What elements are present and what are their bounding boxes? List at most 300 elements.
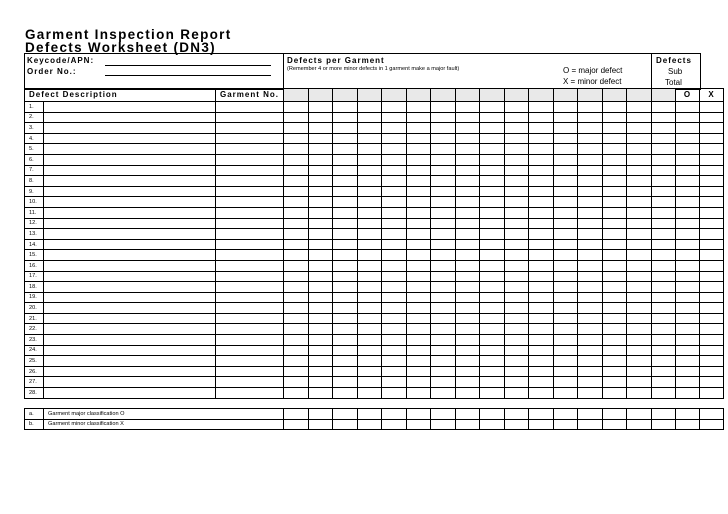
garment-defect-cell[interactable] <box>480 102 505 113</box>
garment-no-cell[interactable] <box>216 207 284 218</box>
garment-defect-cell[interactable] <box>382 377 407 388</box>
garment-defect-cell[interactable] <box>578 324 603 335</box>
classification-cell[interactable] <box>602 409 627 420</box>
garment-defect-cell[interactable] <box>651 292 676 303</box>
garment-defect-cell[interactable] <box>308 133 333 144</box>
garment-no-cell[interactable] <box>216 102 284 113</box>
garment-defect-cell[interactable] <box>406 102 431 113</box>
garment-defect-cell[interactable] <box>602 165 627 176</box>
garment-defect-cell[interactable] <box>284 123 309 134</box>
garment-defect-cell[interactable] <box>480 207 505 218</box>
garment-defect-cell[interactable] <box>504 260 529 271</box>
garment-defect-cell[interactable] <box>357 271 382 282</box>
defect-description-cell[interactable] <box>44 345 216 356</box>
garment-defect-cell[interactable] <box>382 229 407 240</box>
garment-defect-cell[interactable] <box>431 356 456 367</box>
defect-description-cell[interactable] <box>44 154 216 165</box>
major-count-cell[interactable] <box>676 218 700 229</box>
garment-defect-cell[interactable] <box>308 356 333 367</box>
minor-count-cell[interactable] <box>700 218 724 229</box>
garment-defect-cell[interactable] <box>455 250 480 261</box>
garment-defect-cell[interactable] <box>455 186 480 197</box>
classification-cell[interactable] <box>651 419 676 430</box>
garment-defect-cell[interactable] <box>284 112 309 123</box>
garment-defect-cell[interactable] <box>480 271 505 282</box>
garment-defect-cell[interactable] <box>651 239 676 250</box>
garment-defect-cell[interactable] <box>406 239 431 250</box>
garment-defect-cell[interactable] <box>455 303 480 314</box>
garment-defect-cell[interactable] <box>284 133 309 144</box>
garment-defect-cell[interactable] <box>627 282 652 293</box>
defect-description-cell[interactable] <box>44 356 216 367</box>
garment-defect-cell[interactable] <box>284 250 309 261</box>
garment-defect-cell[interactable] <box>480 377 505 388</box>
garment-defect-cell[interactable] <box>431 144 456 155</box>
garment-defect-cell[interactable] <box>333 377 358 388</box>
minor-count-cell[interactable] <box>700 186 724 197</box>
garment-defect-cell[interactable] <box>431 335 456 346</box>
garment-defect-cell[interactable] <box>308 218 333 229</box>
garment-defect-cell[interactable] <box>455 292 480 303</box>
garment-defect-cell[interactable] <box>455 260 480 271</box>
garment-no-cell[interactable] <box>216 144 284 155</box>
garment-defect-cell[interactable] <box>529 123 554 134</box>
garment-defect-cell[interactable] <box>553 197 578 208</box>
garment-defect-cell[interactable] <box>382 303 407 314</box>
garment-defect-cell[interactable] <box>651 366 676 377</box>
garment-defect-cell[interactable] <box>504 303 529 314</box>
garment-defect-cell[interactable] <box>308 324 333 335</box>
garment-defect-cell[interactable] <box>431 102 456 113</box>
major-count-cell[interactable] <box>676 388 700 399</box>
garment-no-cell[interactable] <box>216 218 284 229</box>
garment-defect-cell[interactable] <box>578 260 603 271</box>
garment-defect-cell[interactable] <box>627 239 652 250</box>
garment-defect-cell[interactable] <box>431 218 456 229</box>
minor-count-cell[interactable] <box>700 123 724 134</box>
garment-defect-cell[interactable] <box>284 335 309 346</box>
classification-cell[interactable] <box>578 419 603 430</box>
minor-count-cell[interactable] <box>700 335 724 346</box>
garment-defect-cell[interactable] <box>357 303 382 314</box>
defect-description-cell[interactable] <box>44 144 216 155</box>
garment-defect-cell[interactable] <box>455 377 480 388</box>
garment-defect-cell[interactable] <box>333 271 358 282</box>
garment-defect-cell[interactable] <box>504 112 529 123</box>
garment-defect-cell[interactable] <box>357 250 382 261</box>
garment-defect-cell[interactable] <box>455 144 480 155</box>
garment-defect-cell[interactable] <box>333 165 358 176</box>
garment-defect-cell[interactable] <box>406 207 431 218</box>
garment-defect-cell[interactable] <box>553 271 578 282</box>
garment-defect-cell[interactable] <box>284 324 309 335</box>
garment-defect-cell[interactable] <box>480 250 505 261</box>
garment-defect-cell[interactable] <box>284 271 309 282</box>
garment-defect-cell[interactable] <box>357 345 382 356</box>
garment-defect-cell[interactable] <box>578 165 603 176</box>
minor-count-cell[interactable] <box>700 197 724 208</box>
major-count-cell[interactable] <box>676 229 700 240</box>
garment-defect-cell[interactable] <box>382 366 407 377</box>
garment-defect-cell[interactable] <box>602 154 627 165</box>
garment-defect-cell[interactable] <box>627 345 652 356</box>
garment-defect-cell[interactable] <box>333 292 358 303</box>
garment-defect-cell[interactable] <box>431 229 456 240</box>
garment-defect-cell[interactable] <box>480 197 505 208</box>
defect-description-cell[interactable] <box>44 207 216 218</box>
garment-no-cell[interactable] <box>216 324 284 335</box>
garment-defect-cell[interactable] <box>627 229 652 240</box>
garment-defect-cell[interactable] <box>627 324 652 335</box>
garment-defect-cell[interactable] <box>431 112 456 123</box>
garment-defect-cell[interactable] <box>357 218 382 229</box>
garment-defect-cell[interactable] <box>357 133 382 144</box>
garment-defect-cell[interactable] <box>578 144 603 155</box>
garment-defect-cell[interactable] <box>627 271 652 282</box>
garment-defect-cell[interactable] <box>627 218 652 229</box>
garment-defect-cell[interactable] <box>455 154 480 165</box>
classification-cell[interactable] <box>333 419 358 430</box>
garment-defect-cell[interactable] <box>529 207 554 218</box>
minor-count-cell[interactable] <box>700 102 724 113</box>
garment-defect-cell[interactable] <box>602 271 627 282</box>
garment-no-cell[interactable] <box>216 154 284 165</box>
defect-description-cell[interactable] <box>44 186 216 197</box>
garment-defect-cell[interactable] <box>406 282 431 293</box>
garment-defect-cell[interactable] <box>406 335 431 346</box>
garment-defect-cell[interactable] <box>357 366 382 377</box>
garment-no-cell[interactable] <box>216 250 284 261</box>
garment-defect-cell[interactable] <box>455 324 480 335</box>
garment-defect-cell[interactable] <box>480 303 505 314</box>
garment-defect-cell[interactable] <box>553 292 578 303</box>
garment-defect-cell[interactable] <box>431 377 456 388</box>
garment-defect-cell[interactable] <box>431 250 456 261</box>
garment-defect-cell[interactable] <box>431 260 456 271</box>
garment-defect-cell[interactable] <box>406 377 431 388</box>
garment-defect-cell[interactable] <box>578 229 603 240</box>
major-count-cell[interactable] <box>676 303 700 314</box>
minor-count-cell[interactable] <box>700 165 724 176</box>
garment-defect-cell[interactable] <box>651 133 676 144</box>
garment-defect-cell[interactable] <box>602 197 627 208</box>
garment-defect-cell[interactable] <box>431 324 456 335</box>
minor-count-cell[interactable] <box>700 388 724 399</box>
defect-description-cell[interactable] <box>44 324 216 335</box>
garment-no-cell[interactable] <box>216 186 284 197</box>
classification-cell[interactable] <box>553 409 578 420</box>
garment-no-cell[interactable] <box>216 133 284 144</box>
garment-defect-cell[interactable] <box>553 123 578 134</box>
classification-cell[interactable] <box>284 419 309 430</box>
garment-defect-cell[interactable] <box>284 356 309 367</box>
garment-defect-cell[interactable] <box>382 313 407 324</box>
garment-defect-cell[interactable] <box>553 335 578 346</box>
classification-cell[interactable] <box>455 419 480 430</box>
garment-defect-cell[interactable] <box>529 377 554 388</box>
minor-count-cell[interactable] <box>700 271 724 282</box>
garment-defect-cell[interactable] <box>284 388 309 399</box>
garment-defect-cell[interactable] <box>284 313 309 324</box>
order-field[interactable] <box>105 75 271 76</box>
garment-defect-cell[interactable] <box>627 176 652 187</box>
garment-defect-cell[interactable] <box>357 388 382 399</box>
garment-defect-cell[interactable] <box>333 250 358 261</box>
garment-defect-cell[interactable] <box>406 356 431 367</box>
garment-defect-cell[interactable] <box>504 335 529 346</box>
garment-defect-cell[interactable] <box>455 313 480 324</box>
garment-defect-cell[interactable] <box>406 303 431 314</box>
garment-defect-cell[interactable] <box>308 239 333 250</box>
garment-defect-cell[interactable] <box>357 154 382 165</box>
garment-defect-cell[interactable] <box>431 176 456 187</box>
garment-defect-cell[interactable] <box>284 165 309 176</box>
garment-defect-cell[interactable] <box>504 271 529 282</box>
garment-defect-cell[interactable] <box>308 207 333 218</box>
garment-defect-cell[interactable] <box>382 133 407 144</box>
garment-defect-cell[interactable] <box>308 388 333 399</box>
garment-no-cell[interactable] <box>216 345 284 356</box>
garment-defect-cell[interactable] <box>553 345 578 356</box>
garment-defect-cell[interactable] <box>357 292 382 303</box>
garment-defect-cell[interactable] <box>651 260 676 271</box>
garment-defect-cell[interactable] <box>529 356 554 367</box>
garment-defect-cell[interactable] <box>529 282 554 293</box>
garment-defect-cell[interactable] <box>431 282 456 293</box>
garment-defect-cell[interactable] <box>382 144 407 155</box>
major-count-cell[interactable] <box>676 335 700 346</box>
garment-defect-cell[interactable] <box>553 260 578 271</box>
garment-defect-cell[interactable] <box>578 335 603 346</box>
garment-defect-cell[interactable] <box>504 356 529 367</box>
garment-defect-cell[interactable] <box>455 388 480 399</box>
classification-cell[interactable] <box>529 409 554 420</box>
garment-defect-cell[interactable] <box>357 377 382 388</box>
minor-count-cell[interactable] <box>700 229 724 240</box>
garment-defect-cell[interactable] <box>455 335 480 346</box>
classification-cell[interactable] <box>406 419 431 430</box>
garment-defect-cell[interactable] <box>651 282 676 293</box>
major-count-cell[interactable] <box>676 112 700 123</box>
garment-defect-cell[interactable] <box>308 282 333 293</box>
garment-defect-cell[interactable] <box>382 260 407 271</box>
garment-defect-cell[interactable] <box>455 133 480 144</box>
garment-no-cell[interactable] <box>216 388 284 399</box>
classification-cell[interactable] <box>602 419 627 430</box>
minor-count-cell[interactable] <box>700 313 724 324</box>
garment-defect-cell[interactable] <box>578 356 603 367</box>
minor-count-cell[interactable] <box>700 366 724 377</box>
garment-defect-cell[interactable] <box>382 345 407 356</box>
garment-defect-cell[interactable] <box>308 335 333 346</box>
defect-description-cell[interactable] <box>44 165 216 176</box>
garment-defect-cell[interactable] <box>480 345 505 356</box>
defect-description-cell[interactable] <box>44 123 216 134</box>
garment-defect-cell[interactable] <box>529 186 554 197</box>
minor-count-cell[interactable] <box>700 133 724 144</box>
garment-defect-cell[interactable] <box>406 218 431 229</box>
garment-defect-cell[interactable] <box>627 388 652 399</box>
garment-defect-cell[interactable] <box>504 144 529 155</box>
garment-defect-cell[interactable] <box>578 186 603 197</box>
major-count-cell[interactable] <box>676 154 700 165</box>
garment-defect-cell[interactable] <box>357 282 382 293</box>
garment-defect-cell[interactable] <box>333 207 358 218</box>
major-count-cell[interactable] <box>676 260 700 271</box>
garment-defect-cell[interactable] <box>602 229 627 240</box>
garment-no-cell[interactable] <box>216 176 284 187</box>
garment-no-cell[interactable] <box>216 239 284 250</box>
garment-defect-cell[interactable] <box>357 239 382 250</box>
garment-defect-cell[interactable] <box>578 250 603 261</box>
garment-defect-cell[interactable] <box>308 345 333 356</box>
garment-defect-cell[interactable] <box>627 313 652 324</box>
garment-no-cell[interactable] <box>216 335 284 346</box>
garment-defect-cell[interactable] <box>333 239 358 250</box>
defect-description-cell[interactable] <box>44 313 216 324</box>
garment-defect-cell[interactable] <box>578 271 603 282</box>
garment-defect-cell[interactable] <box>602 313 627 324</box>
garment-defect-cell[interactable] <box>406 176 431 187</box>
garment-defect-cell[interactable] <box>627 123 652 134</box>
garment-defect-cell[interactable] <box>333 356 358 367</box>
garment-defect-cell[interactable] <box>431 292 456 303</box>
garment-defect-cell[interactable] <box>602 218 627 229</box>
garment-defect-cell[interactable] <box>284 176 309 187</box>
garment-defect-cell[interactable] <box>284 260 309 271</box>
major-count-cell[interactable] <box>676 144 700 155</box>
garment-defect-cell[interactable] <box>284 303 309 314</box>
garment-defect-cell[interactable] <box>357 186 382 197</box>
classification-major-total[interactable] <box>676 419 700 430</box>
garment-defect-cell[interactable] <box>308 176 333 187</box>
minor-count-cell[interactable] <box>700 112 724 123</box>
garment-defect-cell[interactable] <box>602 356 627 367</box>
garment-defect-cell[interactable] <box>382 292 407 303</box>
garment-defect-cell[interactable] <box>651 324 676 335</box>
defect-description-cell[interactable] <box>44 112 216 123</box>
garment-defect-cell[interactable] <box>308 303 333 314</box>
garment-defect-cell[interactable] <box>602 250 627 261</box>
garment-defect-cell[interactable] <box>529 112 554 123</box>
minor-count-cell[interactable] <box>700 356 724 367</box>
garment-no-cell[interactable] <box>216 123 284 134</box>
garment-defect-cell[interactable] <box>333 133 358 144</box>
garment-defect-cell[interactable] <box>553 324 578 335</box>
defect-description-cell[interactable] <box>44 260 216 271</box>
garment-defect-cell[interactable] <box>529 239 554 250</box>
garment-defect-cell[interactable] <box>504 176 529 187</box>
defect-description-cell[interactable] <box>44 282 216 293</box>
garment-defect-cell[interactable] <box>529 176 554 187</box>
garment-defect-cell[interactable] <box>406 165 431 176</box>
classification-cell[interactable] <box>553 419 578 430</box>
garment-no-cell[interactable] <box>216 282 284 293</box>
garment-defect-cell[interactable] <box>651 123 676 134</box>
garment-defect-cell[interactable] <box>553 282 578 293</box>
major-count-cell[interactable] <box>676 356 700 367</box>
garment-defect-cell[interactable] <box>627 377 652 388</box>
garment-defect-cell[interactable] <box>455 366 480 377</box>
defect-description-cell[interactable] <box>44 250 216 261</box>
garment-defect-cell[interactable] <box>357 176 382 187</box>
garment-defect-cell[interactable] <box>602 176 627 187</box>
garment-defect-cell[interactable] <box>602 366 627 377</box>
classification-cell[interactable] <box>284 409 309 420</box>
garment-defect-cell[interactable] <box>284 377 309 388</box>
garment-defect-cell[interactable] <box>578 207 603 218</box>
garment-defect-cell[interactable] <box>553 356 578 367</box>
garment-defect-cell[interactable] <box>529 229 554 240</box>
garment-defect-cell[interactable] <box>284 239 309 250</box>
garment-defect-cell[interactable] <box>627 292 652 303</box>
major-count-cell[interactable] <box>676 123 700 134</box>
garment-defect-cell[interactable] <box>529 292 554 303</box>
garment-defect-cell[interactable] <box>651 154 676 165</box>
classification-cell[interactable] <box>382 419 407 430</box>
garment-defect-cell[interactable] <box>284 366 309 377</box>
garment-defect-cell[interactable] <box>480 388 505 399</box>
garment-defect-cell[interactable] <box>284 218 309 229</box>
garment-defect-cell[interactable] <box>431 165 456 176</box>
garment-defect-cell[interactable] <box>602 123 627 134</box>
garment-defect-cell[interactable] <box>284 207 309 218</box>
garment-defect-cell[interactable] <box>455 356 480 367</box>
garment-defect-cell[interactable] <box>382 239 407 250</box>
garment-defect-cell[interactable] <box>651 218 676 229</box>
garment-defect-cell[interactable] <box>504 366 529 377</box>
garment-defect-cell[interactable] <box>357 165 382 176</box>
garment-defect-cell[interactable] <box>602 335 627 346</box>
garment-defect-cell[interactable] <box>406 133 431 144</box>
garment-defect-cell[interactable] <box>284 144 309 155</box>
garment-defect-cell[interactable] <box>284 154 309 165</box>
garment-defect-cell[interactable] <box>578 102 603 113</box>
garment-defect-cell[interactable] <box>308 260 333 271</box>
classification-cell[interactable] <box>406 409 431 420</box>
garment-defect-cell[interactable] <box>308 144 333 155</box>
garment-defect-cell[interactable] <box>627 144 652 155</box>
garment-defect-cell[interactable] <box>504 377 529 388</box>
garment-defect-cell[interactable] <box>431 313 456 324</box>
garment-defect-cell[interactable] <box>455 102 480 113</box>
garment-defect-cell[interactable] <box>357 112 382 123</box>
garment-defect-cell[interactable] <box>553 229 578 240</box>
garment-defect-cell[interactable] <box>308 271 333 282</box>
garment-defect-cell[interactable] <box>333 313 358 324</box>
defect-description-cell[interactable] <box>44 197 216 208</box>
defect-description-cell[interactable] <box>44 218 216 229</box>
classification-minor-total[interactable] <box>700 409 724 420</box>
minor-count-cell[interactable] <box>700 176 724 187</box>
garment-defect-cell[interactable] <box>578 154 603 165</box>
garment-defect-cell[interactable] <box>578 292 603 303</box>
major-count-cell[interactable] <box>676 102 700 113</box>
garment-defect-cell[interactable] <box>431 388 456 399</box>
garment-defect-cell[interactable] <box>406 260 431 271</box>
garment-defect-cell[interactable] <box>480 239 505 250</box>
minor-count-cell[interactable] <box>700 345 724 356</box>
garment-defect-cell[interactable] <box>553 218 578 229</box>
garment-defect-cell[interactable] <box>529 366 554 377</box>
garment-defect-cell[interactable] <box>406 197 431 208</box>
defect-description-cell[interactable] <box>44 303 216 314</box>
major-count-cell[interactable] <box>676 186 700 197</box>
garment-defect-cell[interactable] <box>431 345 456 356</box>
garment-defect-cell[interactable] <box>357 260 382 271</box>
garment-defect-cell[interactable] <box>382 176 407 187</box>
major-count-cell[interactable] <box>676 292 700 303</box>
